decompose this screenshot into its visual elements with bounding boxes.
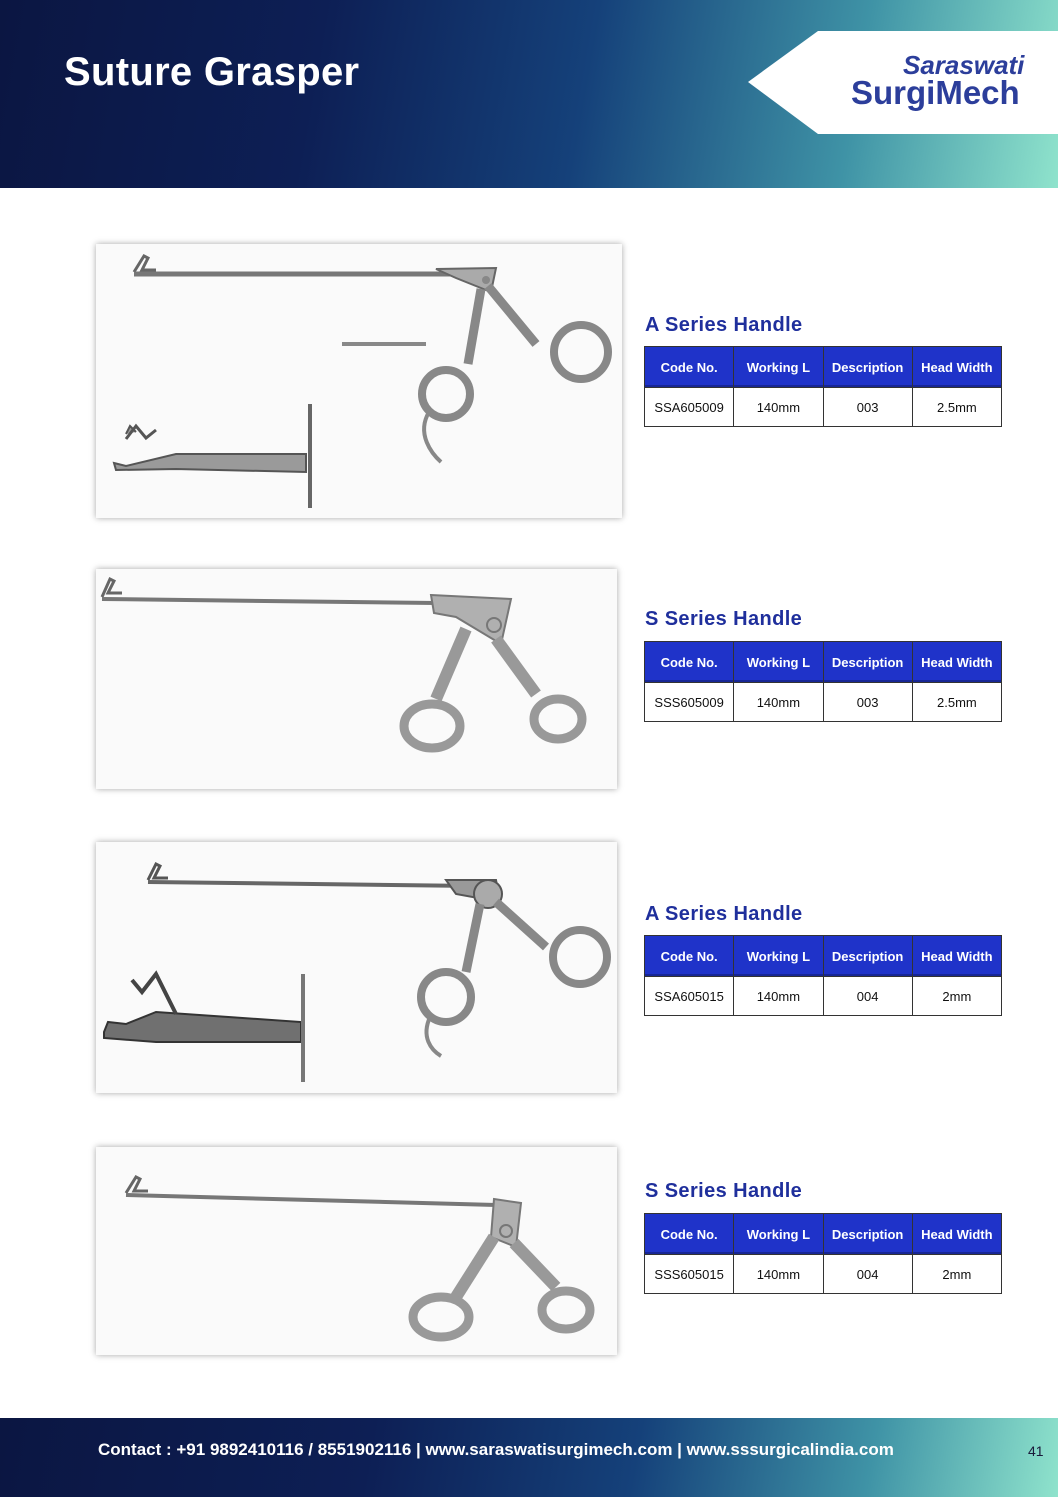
spec-table-s-series-2 (644, 1213, 1002, 1294)
header-working-length: Working L (734, 1214, 823, 1255)
working-length-cell: 140mm (734, 1255, 823, 1294)
code-cell: SSA605015 (645, 977, 734, 1016)
brand-name-line1: Saraswati (903, 50, 1025, 80)
description-cell: 004 (823, 1255, 912, 1294)
spec-table-a-series-2 (644, 935, 1002, 1016)
header-banner (0, 0, 1058, 188)
table-row (645, 388, 1002, 427)
code-cell: SSS605015 (645, 1255, 734, 1294)
header-head-width: Head Width (912, 642, 1001, 683)
head-width-cell: 2mm (912, 977, 1001, 1016)
header-code-no: Code No. (645, 347, 734, 388)
table-row (645, 1255, 1002, 1294)
footer-contact: Contact : +91 9892410116 / 8551902116 | www.saraswatisurgimech.com | www.sssurgicalindia.com (98, 1440, 894, 1459)
header-head-width: Head Width (912, 936, 1001, 977)
table-header-row (645, 642, 1002, 683)
product-image-s-series-1 (96, 569, 617, 789)
page-number: 41 (1028, 1443, 1044, 1459)
head-width-cell: 2mm (912, 1255, 1001, 1294)
footer-banner (0, 1418, 1058, 1497)
description-cell: 003 (823, 683, 912, 722)
code-cell: SSS605009 (645, 683, 734, 722)
product-image-a-series-2 (96, 842, 617, 1093)
header-working-length: Working L (734, 936, 823, 977)
table-header-row (645, 936, 1002, 977)
header-code-no: Code No. (645, 642, 734, 683)
description-cell: 003 (823, 388, 912, 427)
page-title: Suture Grasper (64, 50, 360, 94)
working-length-cell: 140mm (734, 977, 823, 1016)
code-cell: SSA605009 (645, 388, 734, 427)
header-working-length: Working L (734, 642, 823, 683)
product-image-s-series-2 (96, 1147, 617, 1355)
header-head-width: Head Width (912, 1214, 1001, 1255)
table-header-row (645, 1214, 1002, 1255)
section-title-s-series-2: S Series Handle (645, 1180, 803, 1202)
header-description: Description (823, 1214, 912, 1255)
suture-grasper-illustration (96, 569, 617, 789)
header-description: Description (823, 642, 912, 683)
suture-grasper-illustration (96, 1147, 617, 1355)
header-head-width: Head Width (912, 347, 1001, 388)
section-title-a-series-2: A Series Handle (645, 903, 803, 925)
header-code-no: Code No. (645, 1214, 734, 1255)
product-image-a-series-1 (96, 244, 622, 518)
header-working-length: Working L (734, 347, 823, 388)
description-cell: 004 (823, 977, 912, 1016)
working-length-cell: 140mm (734, 388, 823, 427)
brand-name-line2: SurgiMech (851, 74, 1020, 111)
suture-grasper-illustration (96, 842, 617, 1093)
head-width-cell: 2.5mm (912, 683, 1001, 722)
header-description: Description (823, 936, 912, 977)
spec-table-a-series-1 (644, 346, 1002, 427)
spec-table-s-series-1 (644, 641, 1002, 722)
table-row (645, 977, 1002, 1016)
header-code-no: Code No. (645, 936, 734, 977)
section-title-a-series-1: A Series Handle (645, 314, 803, 336)
suture-grasper-illustration (96, 244, 622, 518)
section-title-s-series-1: S Series Handle (645, 608, 803, 630)
header-description: Description (823, 347, 912, 388)
working-length-cell: 140mm (734, 683, 823, 722)
table-row (645, 683, 1002, 722)
head-width-cell: 2.5mm (912, 388, 1001, 427)
table-header-row (645, 347, 1002, 388)
